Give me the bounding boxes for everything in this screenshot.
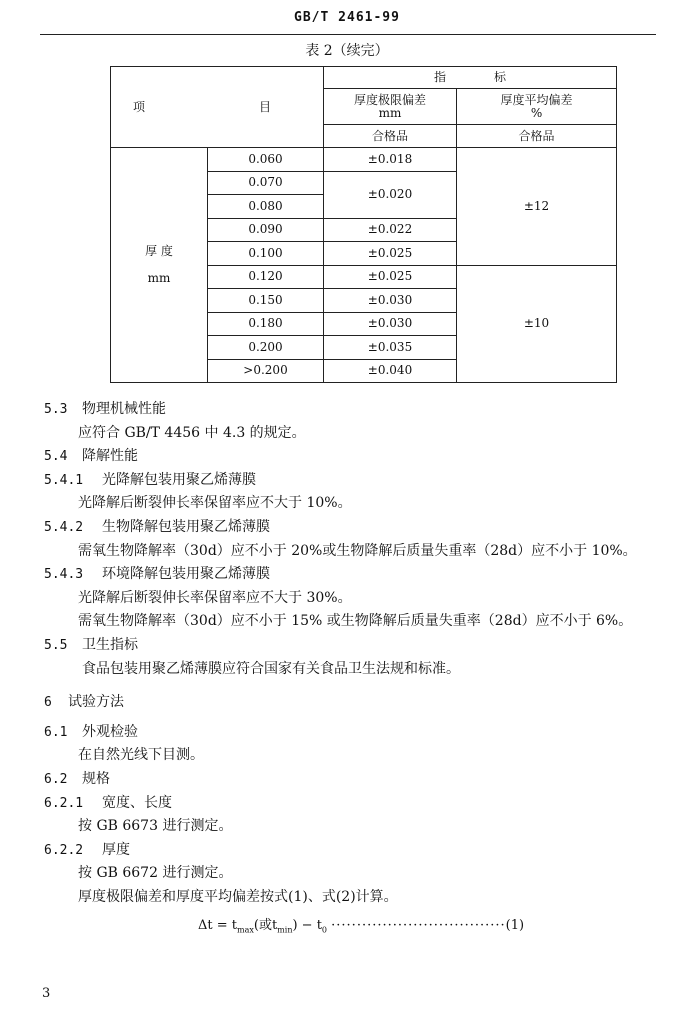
limit-value: ±0.022 <box>324 218 457 242</box>
thickness-value: 0.080 <box>208 195 324 219</box>
section-heading <box>44 445 684 469</box>
thickness-value: 0.060 <box>208 148 324 172</box>
section-number: 5.4.2 <box>44 519 84 535</box>
formula-number: (1) <box>505 918 525 933</box>
thickness-tolerance-table <box>110 66 617 383</box>
average-value: ±10 <box>457 265 617 383</box>
paragraph: 厚度极限偏差和厚度平均偏差按式(1)、式(2)计算。 <box>78 888 398 905</box>
section-number: 6.1 <box>44 724 68 740</box>
section-heading <box>44 792 684 816</box>
row-unit: mm <box>147 271 171 285</box>
section-heading <box>44 398 684 422</box>
paragraph: 需氧生物降解率（30d）应不小于 20%或生物降解后质量失重率（28d）应不小于 10%。 <box>78 542 637 559</box>
body-text <box>44 398 684 909</box>
header-rule <box>40 34 656 35</box>
paragraph: 应符合 GB/T 4456 中 4.3 的规定。 <box>78 424 306 441</box>
limit-value: ±0.030 <box>324 312 457 336</box>
limit-value: ±0.025 <box>324 242 457 266</box>
section-title: 物理机械性能 <box>82 401 166 417</box>
thickness-value: 0.150 <box>208 289 324 313</box>
section-heading <box>44 516 684 540</box>
header-average-label: 厚度平均偏差 <box>500 92 573 107</box>
section-number: 5.4.1 <box>44 472 84 488</box>
header-limit-label: 厚度极限偏差 <box>354 92 427 107</box>
standard-code-header: GB/T 2461-99 <box>294 10 400 25</box>
section-heading <box>44 634 684 658</box>
paragraph: 在自然光线下目测。 <box>78 747 204 764</box>
section-title: 宽度、长度 <box>102 794 172 811</box>
header-average-unit: % <box>530 105 543 120</box>
thickness-value: 0.100 <box>208 242 324 266</box>
limit-value: ±0.040 <box>324 359 457 383</box>
paragraph: 光降解后断裂伸长率保留率应不大于 10%。 <box>78 495 352 512</box>
section-number: 6.2.1 <box>44 795 84 811</box>
paragraph: 光降解后断裂伸长率保留率应不大于 30%。 <box>78 589 352 606</box>
thickness-value: 0.120 <box>208 265 324 289</box>
formula-leader-dots: ·································· <box>331 918 506 933</box>
section-number: 5.4 <box>44 449 68 465</box>
header-average-deviation <box>457 89 617 125</box>
section-number: 6.2 <box>44 771 68 787</box>
formula-mid: (或t <box>253 918 278 933</box>
paragraph: 需氧生物降解率（30d）应不小于 15% 或生物降解后质量失重率（28d）应不小于 6%。 <box>78 613 633 630</box>
section-title: 试验方法 <box>68 694 124 711</box>
section-title: 规格 <box>82 770 110 787</box>
formula-lhs: Δt = t <box>198 918 237 933</box>
formula-sub-zero: 0 <box>321 925 328 935</box>
chapter-heading <box>44 691 684 715</box>
row-label-thickness <box>111 148 208 383</box>
section-title: 降解性能 <box>82 448 138 465</box>
average-value: ±12 <box>457 148 617 266</box>
page-number: 3 <box>42 986 51 1001</box>
section-heading <box>44 839 684 863</box>
formula-1 <box>198 914 618 935</box>
section-title: 环境降解包装用聚乙烯薄膜 <box>102 566 270 583</box>
paragraph: 食品包装用聚乙烯薄膜应符合国家有关食品卫生法规和标准。 <box>82 660 460 677</box>
thickness-value: 0.070 <box>208 171 324 195</box>
thickness-value: 0.200 <box>208 336 324 360</box>
limit-value: ±0.025 <box>324 265 457 289</box>
paragraph: 按 GB 6673 进行测定。 <box>78 818 233 835</box>
section-heading <box>44 768 684 792</box>
section-number: 5.3 <box>44 402 68 417</box>
header-limit-unit: mm <box>378 105 402 120</box>
header-item: 项 目 <box>111 67 324 148</box>
section-heading <box>44 469 684 493</box>
header-limit-deviation <box>324 89 457 125</box>
section-title: 光降解包装用聚乙烯薄膜 <box>102 471 256 488</box>
header-grade-1: 合格品 <box>324 125 457 148</box>
section-number: 5.5 <box>44 637 68 653</box>
header-indicator: 指 标 <box>324 67 617 89</box>
section-number: 5.4.3 <box>44 567 84 583</box>
header-grade-2: 合格品 <box>457 125 617 148</box>
section-title: 生物降解包装用聚乙烯薄膜 <box>102 518 270 535</box>
section-title: 厚度 <box>102 841 130 858</box>
formula-sub-min: min <box>277 925 293 935</box>
section-number: 6.2.2 <box>44 842 84 858</box>
thickness-value: 0.090 <box>208 218 324 242</box>
section-heading <box>44 563 684 587</box>
limit-value: ±0.035 <box>324 336 457 360</box>
thickness-value: 0.180 <box>208 312 324 336</box>
table-caption: 表 2（续完） <box>305 43 389 59</box>
thickness-value: >0.200 <box>208 359 324 383</box>
limit-value: ±0.030 <box>324 289 457 313</box>
formula-rhs: ) − t <box>292 918 322 933</box>
row-label: 厚 度 <box>145 244 173 258</box>
section-number: 6 <box>44 695 52 711</box>
limit-value: ±0.020 <box>324 171 457 218</box>
section-title: 卫生指标 <box>82 636 138 653</box>
limit-value: ±0.018 <box>324 148 457 172</box>
paragraph: 按 GB 6672 进行测定。 <box>78 865 233 882</box>
formula-sub-max: max <box>237 925 254 935</box>
section-title: 外观检验 <box>82 723 138 740</box>
section-heading <box>44 721 684 745</box>
